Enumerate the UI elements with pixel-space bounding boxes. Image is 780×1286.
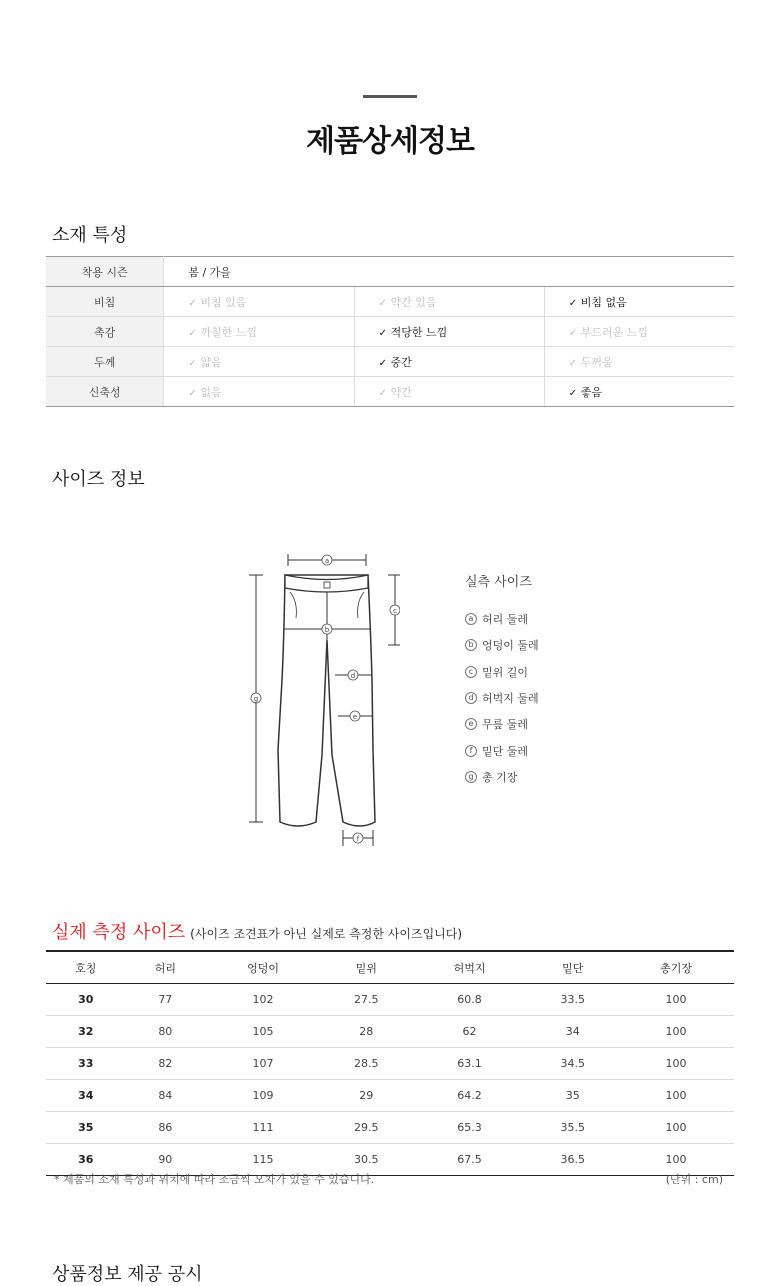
size-label-cell: 35	[46, 1112, 126, 1144]
legend-item	[465, 737, 539, 763]
legend-mark: g	[465, 771, 477, 783]
legend-mark: c	[465, 666, 477, 678]
legend-item	[465, 685, 539, 711]
check-icon: ✓	[188, 327, 197, 339]
option	[164, 377, 354, 407]
check-icon: ✓	[568, 297, 578, 309]
table-cell: 60.8	[412, 984, 528, 1016]
table-cell: 86	[126, 1112, 206, 1144]
table-cell: 100	[618, 984, 734, 1016]
column-header: 밑단	[527, 951, 618, 984]
pants-size-diagram	[240, 540, 400, 860]
check-icon: ✓	[568, 327, 578, 339]
row-label: 두께	[46, 347, 164, 377]
legend-mark: b	[465, 639, 477, 651]
option	[354, 377, 544, 407]
option-selected	[354, 317, 544, 347]
option-label: 좋음	[580, 385, 603, 399]
measured-size-subtitle: (사이즈 조견표가 아닌 실제로 측정한 사이즈입니다)	[190, 927, 463, 941]
option-label: 없음	[200, 385, 222, 399]
check-icon: ✓	[188, 387, 197, 399]
season-value: 봄 / 가을	[164, 257, 734, 287]
table-cell: 63.1	[412, 1048, 528, 1080]
legend-label: 무릎 둘레	[482, 718, 529, 732]
table-cell: 28.5	[321, 1048, 412, 1080]
option-label: 비침 있음	[200, 295, 247, 309]
measurement-note: * 제품의 소재 특성과 위치에 따라 조금씩 오차가 있을 수 있습니다.	[54, 1173, 375, 1186]
table-cell: 100	[618, 1016, 734, 1048]
option	[164, 317, 354, 347]
size-label-cell: 34	[46, 1080, 126, 1112]
material-row	[46, 377, 734, 407]
table-cell: 33.5	[527, 984, 618, 1016]
table-cell: 34	[527, 1016, 618, 1048]
legend-label: 밑위 길이	[482, 665, 529, 679]
option	[164, 287, 354, 317]
size-label-cell: 32	[46, 1016, 126, 1048]
column-header: 밑위	[321, 951, 412, 984]
svg-text:c: c	[393, 607, 397, 615]
svg-text:g: g	[253, 695, 259, 703]
notice-section-title: 상품정보 제공 공시	[52, 1264, 203, 1285]
table-cell: 105	[205, 1016, 321, 1048]
size-table	[46, 950, 734, 1176]
table-cell: 84	[126, 1080, 206, 1112]
table-cell: 35	[527, 1080, 618, 1112]
table-cell: 29.5	[321, 1112, 412, 1144]
legend-mark: a	[465, 613, 477, 625]
svg-text:a: a	[324, 557, 330, 565]
material-table	[46, 256, 734, 407]
table-row	[46, 1016, 734, 1048]
measured-size-heading	[52, 918, 462, 944]
option	[544, 347, 734, 377]
legend-title: 실측 사이즈	[465, 575, 532, 590]
table-row	[46, 1048, 734, 1080]
size-section-title: 사이즈 정보	[52, 469, 145, 490]
title-divider	[363, 95, 417, 98]
check-icon: ✓	[568, 387, 578, 399]
table-row	[46, 1080, 734, 1112]
check-icon: ✓	[378, 327, 387, 339]
column-header: 허벅지	[412, 951, 528, 984]
legend-mark: f	[465, 745, 477, 757]
check-icon: ✓	[188, 297, 197, 309]
table-cell: 100	[618, 1080, 734, 1112]
legend-item	[465, 632, 539, 658]
legend-item	[465, 711, 539, 737]
option-label: 부드러운 느낌	[580, 325, 649, 339]
legend-label: 밑단 둘레	[482, 744, 529, 758]
material-row	[46, 347, 734, 377]
column-header: 엉덩이	[205, 951, 321, 984]
option	[164, 347, 354, 377]
column-header: 호칭	[46, 951, 126, 984]
row-label: 신축성	[46, 377, 164, 407]
option-label: 비침 없음	[580, 295, 627, 309]
material-row	[46, 287, 734, 317]
measured-size-title: 실제 측정 사이즈	[52, 922, 186, 943]
row-label: 착용 시즌	[46, 257, 164, 287]
legend-item	[465, 659, 539, 685]
material-row	[46, 317, 734, 347]
legend-label: 허벅지 둘레	[482, 692, 539, 706]
table-cell: 62	[412, 1016, 528, 1048]
check-icon: ✓	[378, 387, 387, 399]
legend-label: 총 기장	[482, 770, 518, 784]
check-icon: ✓	[568, 357, 578, 369]
option-label: 까칠한 느낌	[200, 325, 257, 339]
table-cell: 64.2	[412, 1080, 528, 1112]
table-cell: 65.3	[412, 1112, 528, 1144]
option-selected	[354, 347, 544, 377]
size-label-cell: 30	[46, 984, 126, 1016]
table-cell: 67.5	[412, 1144, 528, 1176]
option-selected	[544, 377, 734, 407]
legend-mark: d	[465, 692, 477, 704]
option-selected	[544, 287, 734, 317]
legend-mark: e	[465, 718, 477, 730]
option-label: 약간	[390, 385, 412, 399]
option	[544, 317, 734, 347]
table-cell: 30.5	[321, 1144, 412, 1176]
table-cell: 80	[126, 1016, 206, 1048]
season-row	[46, 257, 734, 287]
table-cell: 111	[205, 1112, 321, 1144]
legend-item	[465, 764, 539, 790]
table-cell: 77	[126, 984, 206, 1016]
svg-text:e: e	[352, 713, 358, 721]
legend-item	[465, 606, 539, 632]
option-label: 얇음	[200, 355, 222, 369]
table-cell: 109	[205, 1080, 321, 1112]
table-row	[46, 984, 734, 1016]
option-label: 두꺼움	[580, 355, 613, 369]
row-label: 촉감	[46, 317, 164, 347]
option	[354, 287, 544, 317]
option-label: 중간	[390, 355, 412, 369]
svg-text:b: b	[324, 626, 330, 634]
table-cell: 100	[618, 1112, 734, 1144]
table-row	[46, 1112, 734, 1144]
table-cell: 36.5	[527, 1144, 618, 1176]
table-cell: 28	[321, 1016, 412, 1048]
table-cell: 34.5	[527, 1048, 618, 1080]
table-cell: 29	[321, 1080, 412, 1112]
svg-text:d: d	[350, 672, 356, 680]
legend-label: 엉덩이 둘레	[482, 639, 539, 653]
table-cell: 82	[126, 1048, 206, 1080]
row-label: 비침	[46, 287, 164, 317]
table-cell: 102	[205, 984, 321, 1016]
table-cell: 115	[205, 1144, 321, 1176]
svg-text:f: f	[356, 835, 360, 843]
table-cell: 100	[618, 1144, 734, 1176]
unit-label: (단위 : cm)	[665, 1173, 723, 1186]
legend-label: 허리 둘레	[482, 613, 529, 627]
page-title: 제품상세정보	[306, 124, 474, 159]
option-label: 적당한 느낌	[390, 325, 448, 339]
check-icon: ✓	[378, 357, 387, 369]
size-label-cell: 33	[46, 1048, 126, 1080]
material-section-title: 소재 특성	[52, 225, 128, 246]
check-icon: ✓	[378, 297, 387, 309]
option-label: 약간 있음	[390, 295, 437, 309]
column-header: 총기장	[618, 951, 734, 984]
table-cell: 107	[205, 1048, 321, 1080]
table-cell: 35.5	[527, 1112, 618, 1144]
check-icon: ✓	[188, 357, 197, 369]
size-legend	[465, 571, 539, 790]
table-cell: 27.5	[321, 984, 412, 1016]
size-label-cell: 36	[46, 1144, 126, 1176]
column-header: 허리	[126, 951, 206, 984]
table-cell: 100	[618, 1048, 734, 1080]
table-cell: 90	[126, 1144, 206, 1176]
